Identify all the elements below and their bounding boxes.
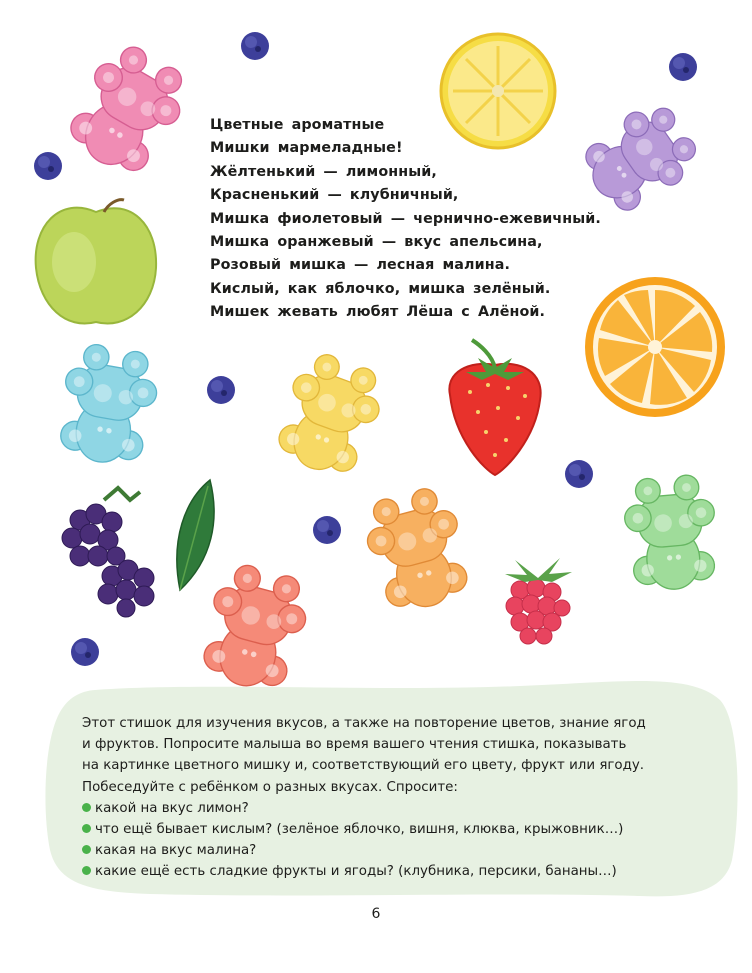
question-text: какая на вкус малина? — [95, 843, 257, 859]
note-line: и фруктов. Попросите малыша во время вашего чтения стишка, показывать — [82, 737, 627, 753]
question-item — [82, 840, 702, 861]
bullet-icon — [82, 866, 91, 875]
poem-line: Мишек жевать любят Лёша с Алёной. — [210, 304, 546, 321]
poem-line: Мишки мармеладные! — [210, 140, 403, 157]
parent-note — [82, 713, 702, 883]
question-text: что ещё бывает кислым? (зелёное яблочко, вишня, клюква, крыжовник…) — [95, 822, 624, 838]
question-item — [82, 861, 702, 882]
poem-line: Цветные ароматные — [210, 117, 385, 133]
poem-line: Мишка фиолетовый — чернично-ежевичный. — [210, 210, 601, 227]
question-text: какой на вкус лимон? — [95, 800, 249, 816]
poem-line: Розовый мишка — лесная малина. — [210, 257, 510, 274]
question-item — [82, 819, 702, 840]
poem-line: Мишка оранжевый — вкус апельсина, — [210, 234, 543, 251]
poem-line: Красненький — клубничный, — [210, 187, 459, 204]
page-number: 6 — [371, 906, 381, 922]
poem-line: Жёлтенький — лимонный, — [210, 163, 437, 180]
question-item — [82, 798, 702, 819]
note-line: Этот стишок для изучения вкусов, а также на повторение цветов, знание ягод — [82, 716, 646, 731]
poem-line: Кислый, как яблочко, мишка зелёный. — [210, 280, 551, 297]
bullet-icon — [82, 803, 91, 812]
bullet-icon — [82, 824, 91, 833]
note-line: Побеседуйте с ребёнком о разных вкусах. Спросите: — [82, 779, 458, 795]
question-text: какие ещё есть сладкие фрукты и ягоды? (клубника, персики, бананы…) — [95, 864, 617, 880]
bullet-icon — [82, 845, 91, 854]
note-line: на картинке цветного мишку и, соответствующий его цвету, фрукт или ягоду. — [82, 758, 645, 774]
